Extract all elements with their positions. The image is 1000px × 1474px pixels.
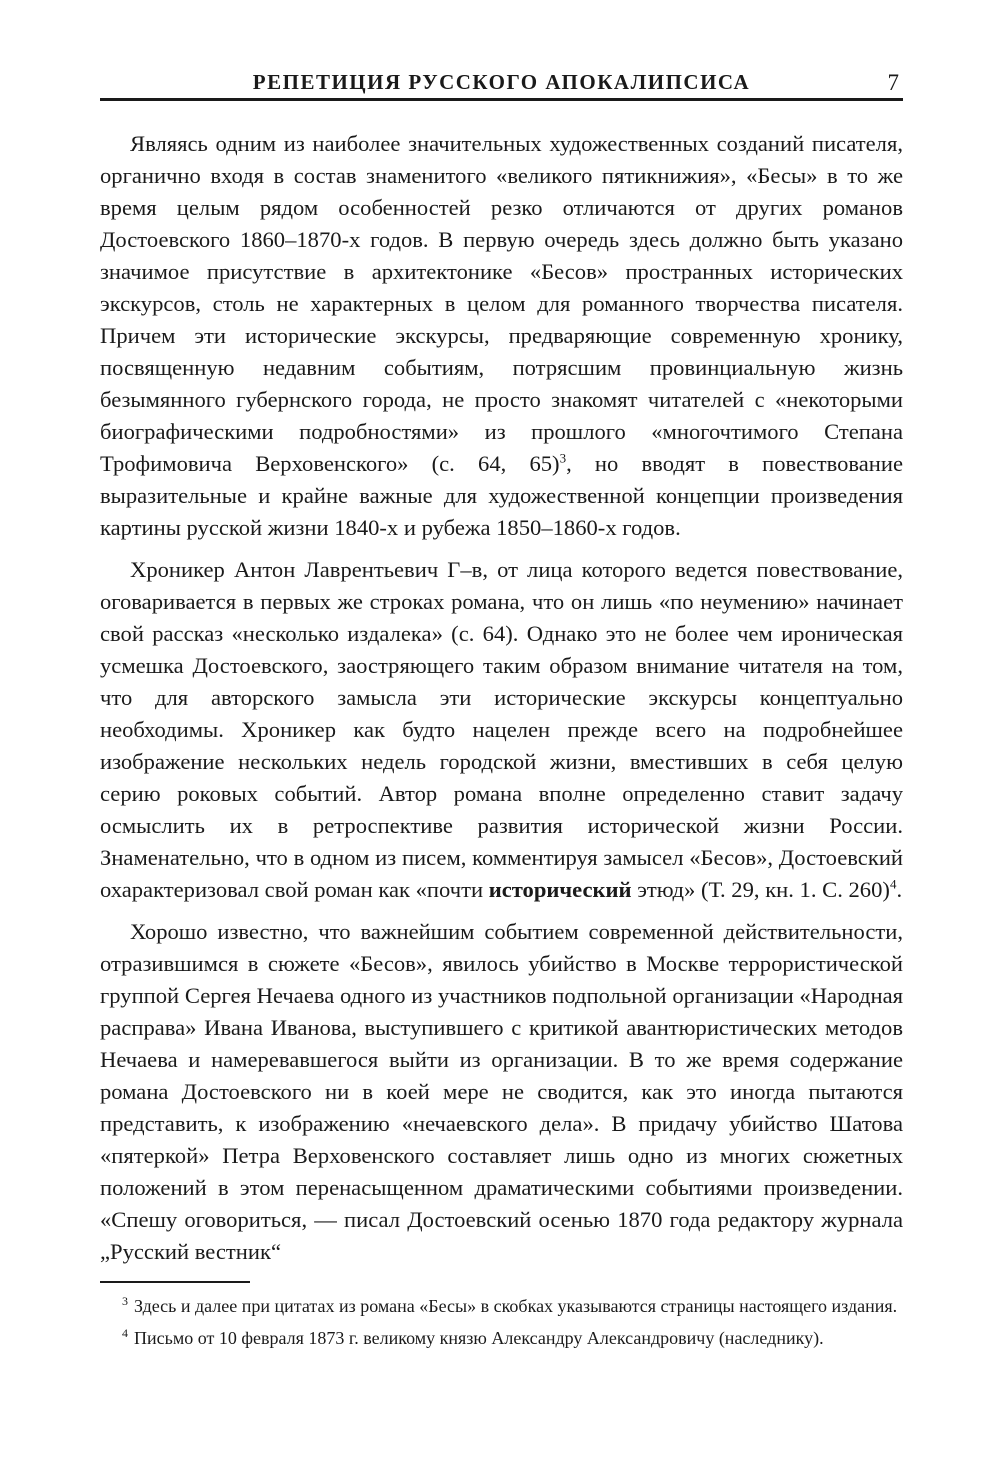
paragraph-2-text-a: Хроникер Антон Лаврентьевич Г–в, от лица которого ведется повествование, оговаривается в первых же строках романа, что он лишь «по неумению» начинает свой рассказ «несколько издалека» (с. 64). Однако это не более чем ироническая усмешка Достоевского, заостряющего таким образом внимание читателя на том, что для авторского замысла эти исторические экскурсы концептуально необходимы. Хроникер как будто нацелен прежде всего на подробнейшее изображение нескольких недель городской жизни, вместивших в себя целую серию роковых событий. Автор романа вполне определенно ставит задачу осмыслить их в ретроспективе развития исторической жизни России. Знаменательно, что в одном из писем, комментируя замысел «Бесов», Достоевский охарактеризовал свой роман как «почти bbox=[100, 557, 903, 902]
paragraph-2-text-b: этюд» (Т. 29, кн. 1. С. 260) bbox=[631, 877, 890, 902]
paragraph-1-text-b: , но вводят в повествование выразительные и крайне важные для художественной концепции произведения картины русской жизни 1840-х и рубежа 1850–1860-х годов. bbox=[100, 451, 903, 540]
footnote-4-text: Письмо от 10 февраля 1873 г. великому князю Александру Александровичу (наследнику). bbox=[134, 1328, 824, 1348]
paragraph-2 bbox=[100, 554, 903, 906]
running-title: РЕПЕТИЦИЯ РУССКОГО АПОКАЛИПСИСА bbox=[252, 70, 751, 94]
footnote-separator bbox=[100, 1281, 250, 1283]
paragraph-3: Хорошо известно, что важнейшим событием современной действительности, отразившимся в сюжете «Бесов», явилось убийство в Москве террористической группой Сергея Нечаева одного из участников подпольной организации «Народная расправа» Ивана Иванова, выступившего с критикой авантюристических методов Нечаева и намеревавшегося выйти из организации. В то же время содержание романа Достоевского ни в коей мере не сводится, как это иногда пытаются представить, к изображению «нечаевского дела». В придачу убийство Шатова «пятеркой» Петра Верховенского составляет лишь одно из многих сюжетных положений в этом перенасыщенном драматическими событиями произведении. «Спешу оговориться, — писал Достоевский осенью 1870 года редактору журнала „Русский вестник“ bbox=[100, 919, 903, 1264]
running-head bbox=[100, 60, 903, 101]
footnote-3-text: Здесь и далее при цитатах из романа «Бесы» в скобках указываются страницы настоящего издания. bbox=[134, 1296, 898, 1316]
paragraph-1-text-a: Являясь одним из наиболее значительных художественных созданий писателя, органично входя в состав знаменитого «великого пятикнижия», «Бесы» в то же время целым рядом особенностей резко отличаются от других романов Достоевского 1860–1870-х годов. В первую очередь здесь должно быть указано значимое присутствие в архитектонике «Бесов» пространных исторических экскурсов, столь не характерных в целом для романного творчества писателя. Причем эти исторические экскурсы, предваряющие современную хронику, посвященную недавним событиям, потрясшим провинциальную жизнь безымянного губернского города, не просто знакомят читателей с «некоторыми биографическими подробностями» из прошлого «многочтимого Степана Трофимовича Верховенского» (с. 64, 65) bbox=[100, 131, 903, 476]
footnote-ref-4: 4 bbox=[889, 876, 897, 892]
footnote-3-mark: 3 bbox=[122, 1294, 128, 1308]
paragraph-2-bold-term: исторический bbox=[488, 877, 632, 902]
footnote-4-mark: 4 bbox=[122, 1326, 128, 1340]
footnote-ref-3: 3 bbox=[559, 450, 567, 466]
paragraph-1 bbox=[100, 128, 903, 544]
page-number: 7 bbox=[887, 70, 899, 95]
footnote-4 bbox=[100, 1324, 903, 1352]
paragraph-2-text-c: . bbox=[896, 877, 903, 902]
footnote-3 bbox=[100, 1292, 903, 1320]
footnotes bbox=[100, 1292, 903, 1356]
body-text bbox=[100, 128, 903, 1278]
